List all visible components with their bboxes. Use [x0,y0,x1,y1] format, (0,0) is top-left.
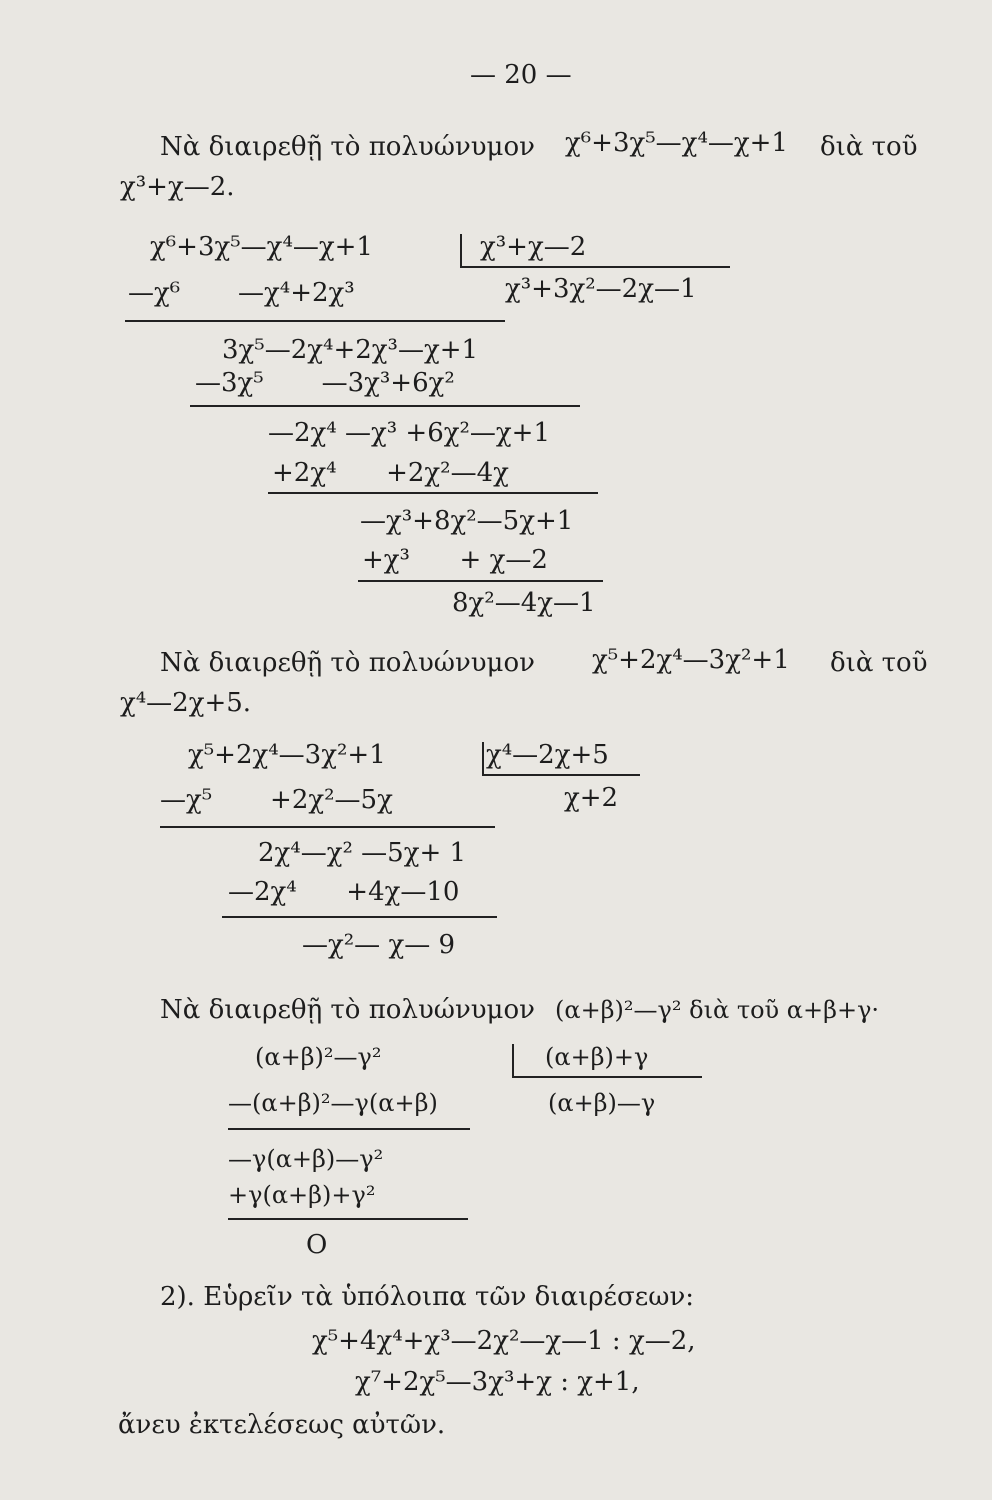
ex1-step-3: —3χ⁵ —3χ³+6χ² [195,368,455,398]
ex1-intro-poly: χ⁶+3χ⁵—χ⁴—χ+1 [565,128,788,158]
ex3-division-bar [512,1044,514,1078]
ex1-division-bar [460,234,462,268]
ex2-divisor-line: χ⁴—2χ+5. [120,688,252,718]
ex3-rule-1 [228,1128,470,1130]
ex2-divisor-rule [482,774,640,776]
page-number: — 20 — [470,60,572,90]
task-line-1: χ⁵+4χ⁴+χ³—2χ²—χ—1 : χ—2, [312,1326,696,1356]
ex3-dividend: (α+β)²—γ² [255,1043,382,1071]
ex2-rule-2 [222,916,497,918]
ex1-rule-4 [358,580,603,582]
ex2-intro-text: Νὰ διαιρεθῇ τὸ πολυώνυμον [160,648,535,678]
task-footer: ἄνευ ἐκτελέσεως αὐτῶν. [118,1410,446,1440]
ex3-rule-2 [228,1218,468,1220]
ex1-divisor-line: χ³+χ—2. [120,172,235,202]
ex2-intro-dia: διὰ τοῦ [830,648,928,678]
ex1-step-4: —2χ⁴ —χ³ +6χ²—χ+1 [268,418,551,448]
ex1-dividend: χ⁶+3χ⁵—χ⁴—χ+1 [150,232,373,262]
ex1-divisor: χ³+χ—2 [480,232,587,262]
ex2-division-bar [482,742,484,776]
ex1-step-8: 8χ²—4χ—1 [452,588,596,618]
ex1-rule-2 [190,405,580,407]
ex2-step-2: 2χ⁴—χ² —5χ+ 1 [258,838,467,868]
ex3-divisor: (α+β)+γ [545,1043,649,1071]
task-line-2: χ⁷+2χ⁵—3χ³+χ : χ+1, [355,1367,640,1397]
ex1-step-2: 3χ⁵—2χ⁴+2χ³—χ+1 [222,335,479,365]
ex2-step-1: —χ⁵ +2χ²—5χ [160,785,393,815]
ex3-intro-text: Νὰ διαιρεθῇ τὸ πολυώνυμον [160,995,535,1025]
ex1-step-1: —χ⁶ —χ⁴+2χ³ [128,278,355,308]
ex2-rule-1 [160,826,495,828]
ex1-intro-text: Νὰ διαιρεθῇ τὸ πολυώνυμον [160,132,535,162]
ex3-step-1: —(α+β)²—γ(α+β) [228,1089,438,1117]
ex1-rule-1 [125,320,505,322]
ex3-step-4: O [306,1230,328,1260]
ex1-quotient: χ³+3χ²—2χ—1 [505,274,697,304]
task-heading: 2). Εὑρεῖν τὰ ὑπόλοιπα τῶν διαιρέσεων: [160,1282,695,1312]
ex1-rule-3 [268,492,598,494]
ex1-step-6: —χ³+8χ²—5χ+1 [360,506,574,536]
ex3-quotient: (α+β)—γ [548,1089,656,1117]
ex2-step-3: —2χ⁴ +4χ—10 [228,877,460,907]
ex2-step-4: —χ²— χ— 9 [302,930,456,960]
ex2-dividend: χ⁵+2χ⁴—3χ²+1 [188,740,386,770]
ex2-intro-poly: χ⁵+2χ⁴—3χ²+1 [592,645,790,675]
ex2-quotient: χ+2 [564,783,619,813]
ex3-step-2: —γ(α+β)—γ² [228,1145,384,1173]
ex1-step-5: +2χ⁴ +2χ²—4χ [272,458,509,488]
ex1-step-7: +χ³ + χ—2 [362,545,548,575]
ex3-step-3: +γ(α+β)+γ² [228,1181,376,1209]
ex2-divisor: χ⁴—2χ+5 [486,740,609,770]
ex3-divisor-rule [512,1076,702,1078]
ex1-divisor-rule [460,266,730,268]
ex3-intro-expr: (α+β)²—γ² διὰ τοῦ α+β+γ· [555,996,880,1024]
ex1-intro-dia: διὰ τοῦ [820,132,918,162]
